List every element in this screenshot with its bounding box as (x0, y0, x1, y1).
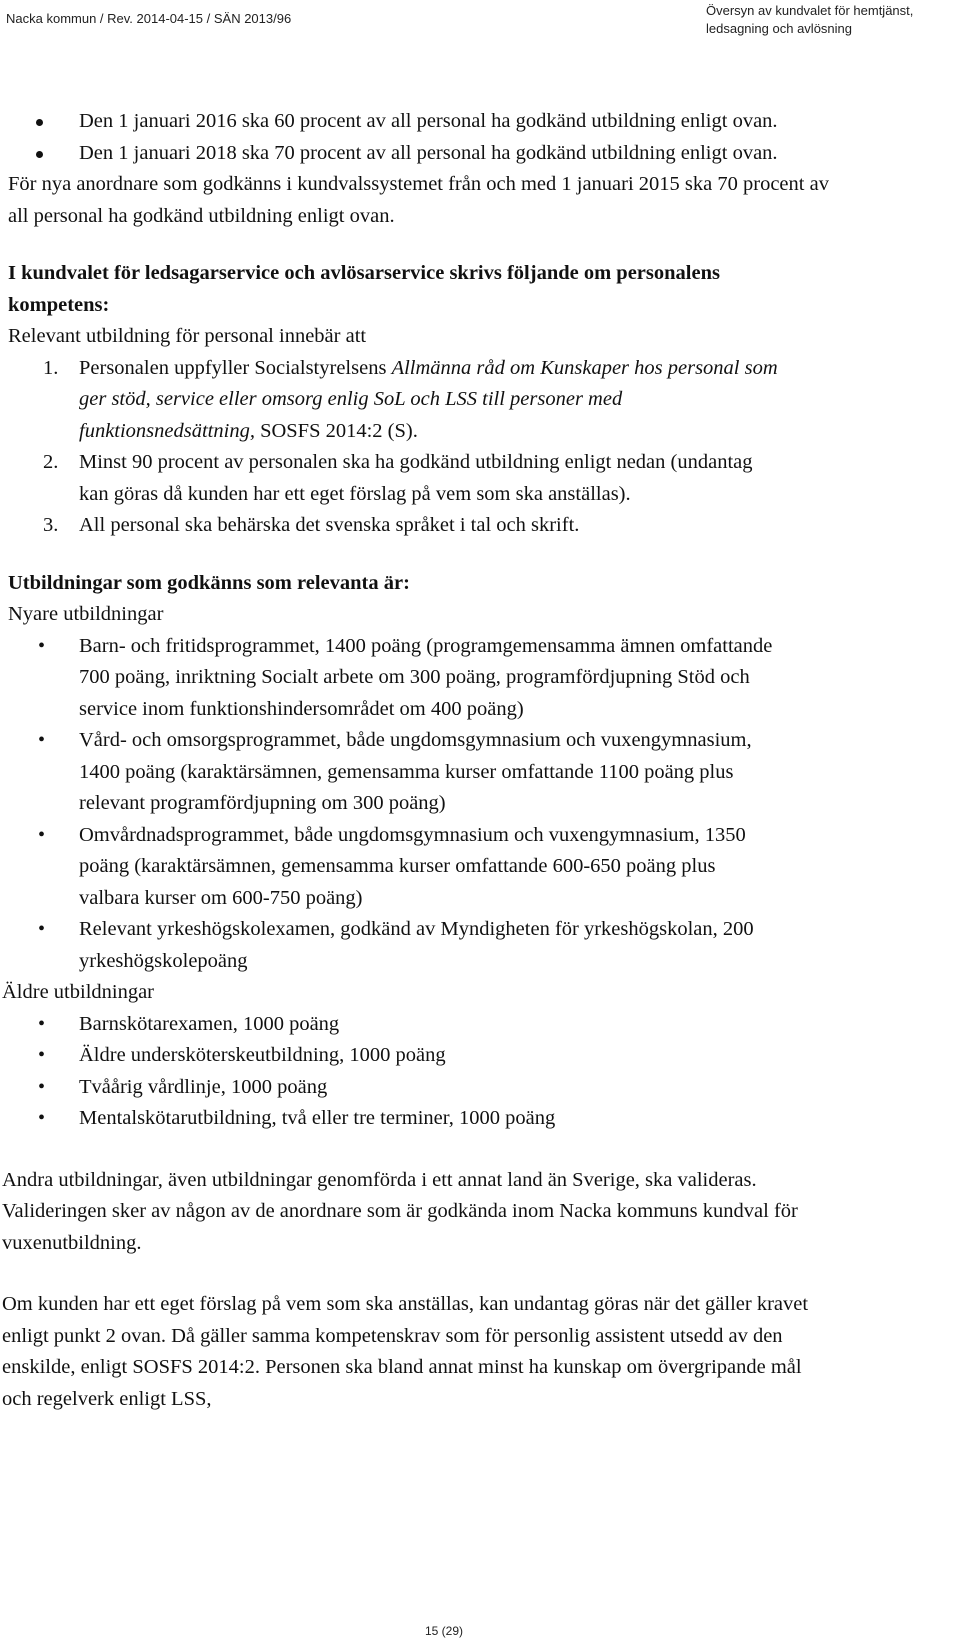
bullet-icon: • (38, 1044, 46, 1066)
older-education-label: Äldre utbildningar (2, 981, 155, 1003)
list-item-text: Tvåårig vårdlinje, 1000 poäng (79, 1075, 328, 1098)
list-item (0, 914, 830, 977)
list-item (0, 138, 830, 170)
header-document-title (706, 2, 916, 38)
numbered-item-text (79, 353, 779, 448)
list-item (0, 1103, 830, 1135)
bullet-icon (36, 119, 43, 126)
list-item-text: Mentalskötarutbildning, två eller tre terminer, 1000 poäng (79, 1107, 556, 1129)
bullet-icon: • (38, 823, 46, 846)
bullet-icon: • (38, 634, 46, 657)
competence-intro: Relevant utbildning för personal innebär att (8, 325, 367, 347)
list-item-text: Den 1 januari 2018 ska 70 procent av all personal ha godkänd utbildning enligt ovan. (79, 141, 778, 164)
list-item (0, 820, 830, 915)
list-item (0, 1040, 830, 1072)
numbered-item (0, 510, 830, 542)
numbered-item-text: All personal ska behärska det svenska språket i tal och skrift. (79, 514, 580, 536)
list-item-text: Barnskötarexamen, 1000 poäng (79, 1012, 340, 1035)
numbered-item (0, 447, 830, 510)
bullet-icon: • (38, 1012, 46, 1035)
item-number: 2. (43, 451, 59, 473)
list-item (0, 106, 830, 138)
item-number: 3. (43, 514, 59, 536)
section-heading-relevant-education: Utbildningar som godkänns som relevanta är: (8, 571, 410, 594)
list-item-text: Barn- och fritidsprogrammet, 1400 poäng (programgemensamma ämnen omfattande 700 poäng, inriktning Socialt arbete om 300 poäng, programfördjupning Stöd och service inom funktionshindersområdet om 400 poäng) (79, 634, 773, 720)
numbered-item (0, 353, 830, 448)
document-body (0, 106, 830, 1415)
list-item-text: Vård- och omsorgsprogrammet, både ungdomsgymnasium och vuxengymnasium, 1400 poäng (karaktärsämnen, gemensamma kurser omfattande 1100 poäng plus relevant programfördjupning om 300 poäng) (79, 729, 752, 814)
section-heading-competence: I kundvalet för ledsagarservice och avlösarservice skrivs följande om personalens kompetens: (8, 262, 720, 316)
item-text-after: SOSFS 2014:2 (S). (260, 419, 418, 442)
newer-education-label: Nyare utbildningar (8, 603, 164, 625)
list-item-text: Relevant yrkeshögskolexamen, godkänd av Myndigheten för yrkeshögskolan, 200 yrkeshögskolepoäng (79, 918, 754, 972)
header-document-ref: Nacka kommun / Rev. 2014-04-15 / SÄN 2013/96 (6, 11, 292, 26)
list-item-text: Omvårdnadsprogrammet, både ungdomsgymnasium och vuxengymnasium, 1350 poäng (karaktärsämnen, gemensamma kurser omfattande 600-650 poäng plus valbara kurser om 600-750 poäng) (79, 823, 746, 909)
page-number: 15 (29) (424, 1624, 464, 1638)
header-title-line-2: ledsagning och avlösning (706, 21, 852, 36)
paragraph-own-proposal: Om kunden har ett eget förslag på vem som ska anställas, kan undantag göras när det gäller kravet enligt punkt 2 ovan. Då gäller samma kompetenskrav som för personlig assistent utsedd av den enskilde, enligt SOSFS 2014:2. Personen ska bland annat minst ha kunskap om övergripande mål och regelverk enligt LSS, (2, 1293, 809, 1410)
list-item-text: Den 1 januari 2016 ska 60 procent av all personal ha godkänd utbildning enligt ovan. (79, 110, 778, 132)
list-item (0, 725, 830, 820)
list-item (0, 1072, 830, 1104)
bullet-icon: • (38, 1075, 46, 1098)
item-text-before: Personalen uppfyller Socialstyrelsens (79, 356, 387, 379)
bullet-icon: • (38, 729, 46, 751)
item-text-italic: Allmänna råd om Kunskaper hos personal som ger stöd, service eller omsorg enlig SoL och LSS till personer med funktionsnedsättning, (79, 356, 778, 442)
item-number: 1. (43, 356, 59, 379)
numbered-item-text: Minst 90 procent av personalen ska ha godkänd utbildning enligt nedan (undantag kan göras då kunden har ett eget förslag på vem som ska anställas). (79, 451, 753, 505)
bullet-icon: • (38, 918, 46, 940)
list-item (0, 631, 830, 726)
bullet-icon (36, 151, 43, 158)
list-item (0, 1009, 830, 1041)
bullet-icon: • (38, 1107, 46, 1129)
list-item-text: Äldre undersköterskeutbildning, 1000 poäng (79, 1044, 446, 1066)
new-providers-text: För nya anordnare som godkänns i kundvalssystemet från och med 1 januari 2015 ska 70 procent av all personal ha godkänd utbildning enligt ovan. (8, 173, 829, 227)
header-title-line-1: Översyn av kundvalet för hemtjänst, (706, 3, 914, 18)
paragraph-other-education: Andra utbildningar, även utbildningar genomförda i ett annat land än Sverige, ska valideras. Valideringen sker av någon av de anordnare som är godkända inom Nacka kommuns kundval för vuxenutbildning. (2, 1168, 798, 1254)
